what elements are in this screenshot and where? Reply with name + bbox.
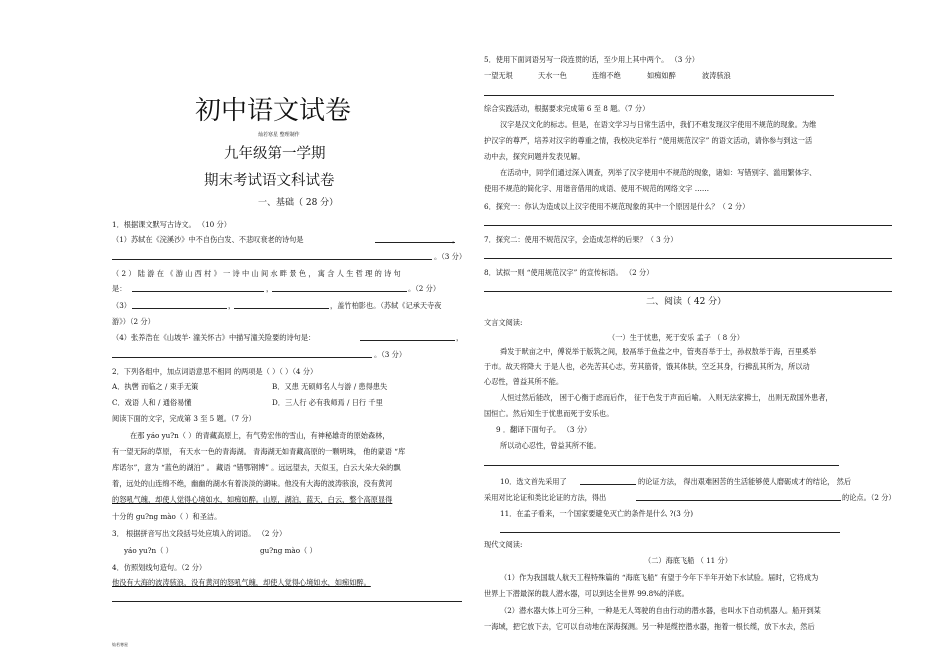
classical-reading-label: 文言文阅读: xyxy=(484,318,523,327)
punct: ， xyxy=(266,284,274,293)
text-line: ，盖竹柏影也。（苏轼《记承天寺夜 xyxy=(330,301,442,310)
passage-line: 着，远处的山连绵不绝，幽幽的湖水有着淡淡的湖味。他没有大海的波涛骇浪，没有黄河 xyxy=(112,479,393,488)
question-10-text: 的论证方法， 得出艰难困苦的生活能够使人磨砺成才的结论， 然后 xyxy=(638,477,852,486)
activity-text: 在活动中，同学们通过深入调查，列举了汉字使用中不规范的现象，诸如：写错别字、滥用繁体字、 xyxy=(500,168,817,177)
pinyin-blank-2[interactable]: gu?ng mào（ ） xyxy=(260,546,317,555)
page-title: 初中语文试卷 xyxy=(195,96,352,126)
answer-line[interactable] xyxy=(375,242,455,243)
answer-line[interactable] xyxy=(484,291,892,292)
translation-sentence: 所以动心忍性，曾益其所不能。 xyxy=(500,441,601,450)
passage-line: 在那 yáo yu?n（ ）的青藏高原上，有气势宏伟的雪山，有神秘雄奇的原始森林， xyxy=(130,431,390,440)
question-5: 5．使用下面词语另写一段连贯的话，至少用上其中两个。 （3 分） xyxy=(484,55,699,64)
question-2: 2．下列各组中，加点词语意思不相同 的两项是（ ）（ ）（4 分） xyxy=(112,367,318,376)
classical-text-line: 舜发于畎亩之中，傅说举于版筑之间，胶鬲举于鱼盐之中，管夷吾举于士，孙叔敖举于海，百里奚举 xyxy=(500,347,817,356)
passage-line: 库诺尔”，意为 “蓝色的湖泊” 。 藏语 “错鄂钢博” 。远远望去，天似玉，白云大朵大朵的飘 xyxy=(112,463,401,472)
word-option: 天水一色 xyxy=(538,71,567,80)
reading-intro: 阅读下面的文字，完成第 3 至 5 题。（7 分） xyxy=(112,414,256,423)
option-a[interactable]: A．执辔 而临之 / 束手无策 xyxy=(112,382,199,391)
classical-text-line: 国恒亡。然后知生于忧患而死于安乐也。 xyxy=(484,409,614,418)
question-11: 11．在孟子看来，一个国家要避免灭亡的条件是什么 ?(3 分) xyxy=(500,509,694,518)
question-7: 7．探究二：使用不规范汉字，会造成怎样的后果？（ 3 分） xyxy=(484,235,678,244)
section-basic-heading: 一、基础（ 28 分） xyxy=(258,198,339,208)
modern-text-line: （1）作为我国载人航天工程特殊篇的 “海底飞船” 有望于今年下半年开始下水试验。届时，它将成为 xyxy=(500,573,819,582)
exam-title: 期末考试语文科试卷 xyxy=(204,173,335,189)
word-option: 一望无垠 xyxy=(484,71,513,80)
word-option: 波涛骇浪 xyxy=(702,71,731,80)
question-8: 8．试拟一则 “使用规范汉字” 的宣传标语。 （2 分） xyxy=(484,268,654,277)
footer-mark: 灿若寒星 xyxy=(112,642,128,647)
answer-line[interactable] xyxy=(132,308,227,309)
question-10-text: 采用对比论证和类比论证的方法，得出 xyxy=(484,493,607,502)
classical-text-line: 于市。故天将降大 于是人也，必先苦其心志，劳其筋骨，饿其体肤，空乏其身，行拂乱其所为，所以动 xyxy=(484,362,810,371)
question-10-text: 的论点。（2 分） xyxy=(842,493,896,502)
answer-line[interactable] xyxy=(484,95,834,96)
option-d[interactable]: D．三人行 必有我师焉 / 日行 千里 xyxy=(272,398,383,407)
model-sentence: 他没有大海的波涛骇浪，没有黄河的怒吼气魄，却使人觉得心境如水，如痴如醉。 xyxy=(112,578,371,587)
punct: ， xyxy=(228,301,236,310)
answer-line[interactable] xyxy=(500,532,840,533)
question-1-3: （3） xyxy=(112,301,131,310)
answer-line[interactable] xyxy=(360,340,455,341)
answer-line[interactable] xyxy=(112,357,372,358)
answer-line[interactable] xyxy=(484,225,892,226)
passage-line: 有一望无际的草原， 有天水一色的青海湖。 青海湖无如青藏高原的一颗明珠， 他的蒙语 “库 xyxy=(112,447,406,456)
activity-text: 动中去，探究问题并发表见解。 xyxy=(484,152,585,161)
answer-line[interactable] xyxy=(112,601,462,602)
grade-title: 九年级第一学期 xyxy=(224,146,326,162)
option-c[interactable]: C．戏语 人和 / 通俗易懂 xyxy=(112,398,192,407)
word-option: 如痴如醉 xyxy=(647,71,676,80)
question-1: 1．根据课文默写古诗文。 （10 分） xyxy=(112,220,231,229)
passage-line: 的怒吼气魄，却使人觉得心境如水，如痴如醉。山原，湖泊，蓝天，白云，整个高原显得 xyxy=(112,495,393,504)
question-6: 6．探究一：你认为造成以上汉字使用不规范现象的其中一个原因是什么？（ 2 分） xyxy=(484,202,750,211)
question-9: 9 ．翻译下面句子。 （3 分） xyxy=(496,425,592,434)
question-4: 4．仿照划线句造句。（2 分） xyxy=(112,563,207,572)
classical-text-line: 心忍性，曾益其所不能。 xyxy=(484,377,564,386)
answer-line[interactable] xyxy=(234,308,329,309)
activity-text: 使用不规范的简化字、用谐音借用的成语、使用不规范的网络文字 …… xyxy=(484,184,710,193)
classical-text-line: 人恒过然后能改， 困于心衡于虑而后作， 征于色发于声而后喻。 入则无法家拂士， 出则无敌国外患者， xyxy=(500,393,833,402)
answer-line[interactable] xyxy=(112,259,432,260)
passage-line: 十分的 gu?ng mào（ ）和圣洁。 xyxy=(112,512,222,521)
answer-line[interactable] xyxy=(484,258,892,259)
punct: ， xyxy=(456,333,464,342)
section-reading-heading: 二、阅读（ 42 分） xyxy=(646,297,727,307)
question-3: 3． 根据拼音写出文段括号处应填入的词语。 （2 分） xyxy=(112,529,287,538)
pinyin-blank-1[interactable]: yáo yu?n（ ） xyxy=(124,546,173,555)
answer-line[interactable] xyxy=(484,465,839,466)
answer-line[interactable] xyxy=(272,291,407,292)
question-1-2: （ 2 ） 陆 游 在 《 游 山 西 村 》 一 诗 中 山 间 水 畔 景 色 ， 寓 含 人 生 哲 理 的 诗 句 xyxy=(112,269,401,278)
label: 是： xyxy=(112,284,127,293)
answer-line[interactable] xyxy=(132,291,264,292)
answer-line[interactable] xyxy=(580,484,636,485)
score-note: 。（3 分） xyxy=(434,252,467,261)
score-note: 。（3 分） xyxy=(374,350,407,359)
question-1-4: （4）张养浩在《山坡羊· 潼关怀古》中描写潼关险要的诗句是： xyxy=(112,333,316,342)
activity-text: 护汉字的尊严，培养对汉字的尊重之情，我校决定举行 “使用规范汉字” 的语文活动，请你参与到这一活 xyxy=(484,136,813,145)
option-b[interactable]: B．又患 无硕师名人与游 / 患得患失 xyxy=(272,382,388,391)
answer-line[interactable] xyxy=(636,500,841,501)
text-line: 游》）（2 分） xyxy=(112,317,155,326)
modern-reading-label: 现代文阅读: xyxy=(484,540,523,549)
question-10: 10．选文首先采用了 xyxy=(500,477,567,486)
modern-text-title: （二）海底飞船 （ 11 分） xyxy=(644,556,732,565)
question-1-1: （1）苏轼在《浣溪沙》中不自伤白发、不悲叹衰老的诗句是 xyxy=(112,235,304,244)
activity-text: 汉字是汉文化的标志。但是，在语文学习与日常生活中，我们不难发现汉字使用不规范的现象。为维 xyxy=(500,120,817,129)
score-note: 。（2 分） xyxy=(408,284,441,293)
modern-text-line: （2）潜水器大体上可分三种，一种是无人驾驶的自由行动的潜水器，也叫水下自动机器人。船开到某 xyxy=(500,606,821,615)
word-option: 连绵不绝 xyxy=(592,71,621,80)
punct: ， xyxy=(452,235,460,244)
classical-text-title: （一）生于忧患，死于安乐 孟子 （ 8 分） xyxy=(608,333,744,342)
modern-text-line: 世界上下潜最深的载人潜水器，可以到达全世界 99.8%的洋底。 xyxy=(484,589,689,598)
modern-text-line: 一海域，把它放下去，它可以自动地在深海探测。另一种是缆控潜水器，拖着一根长缆，放下水去，然后 xyxy=(484,622,815,631)
activity-intro: 综合实践活动，根据要求完成第 6 至 8 题。（7 分） xyxy=(484,104,650,113)
page-subtitle: 灿若寒星 整理制作 xyxy=(258,132,300,138)
